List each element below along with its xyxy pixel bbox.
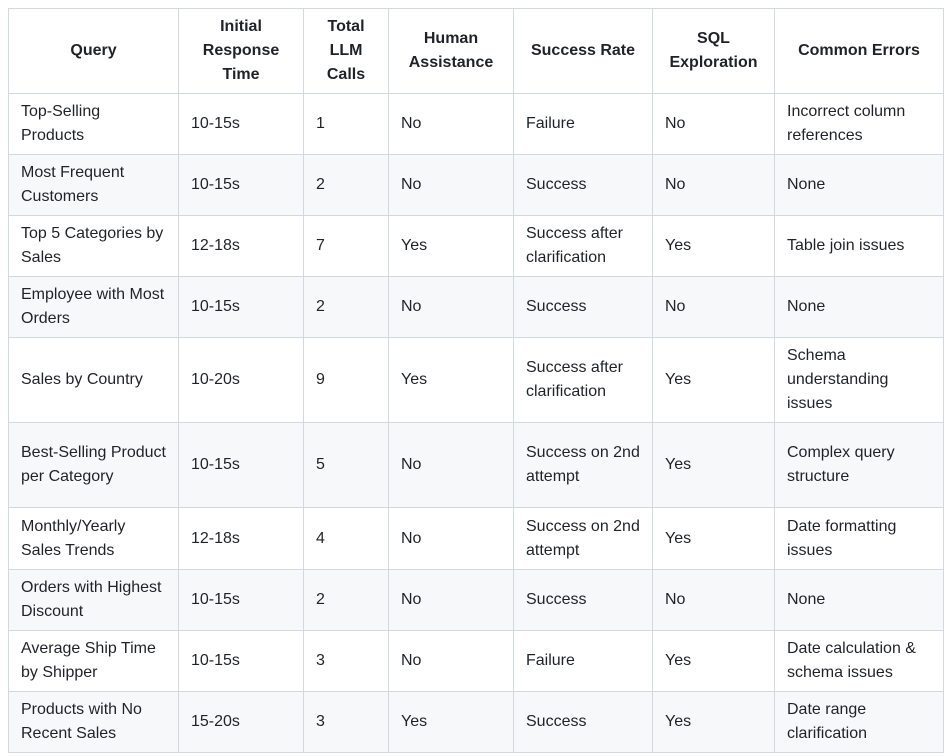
header-initial-response-time: Initial Response Time <box>179 9 304 94</box>
cell-query: Top-Selling Products <box>9 94 179 155</box>
cell-llm-calls: 5 <box>304 423 389 508</box>
cell-sql-exploration: Yes <box>653 423 775 508</box>
header-human-assistance: Human Assistance <box>389 9 514 94</box>
cell-human-assistance: No <box>389 631 514 692</box>
cell-response-time: 10-15s <box>179 94 304 155</box>
cell-sql-exploration: Yes <box>653 631 775 692</box>
cell-human-assistance: No <box>389 570 514 631</box>
cell-human-assistance: No <box>389 155 514 216</box>
cell-query: Best-Selling Product per Category <box>9 423 179 508</box>
table-row <box>9 277 944 338</box>
cell-query: Orders with Highest Discount <box>9 570 179 631</box>
cell-llm-calls: 9 <box>304 338 389 423</box>
cell-success-rate: Success after clarification <box>514 216 653 277</box>
cell-common-errors: Complex query structure <box>775 423 944 508</box>
cell-llm-calls: 7 <box>304 216 389 277</box>
cell-success-rate: Success <box>514 692 653 753</box>
cell-response-time: 10-20s <box>179 338 304 423</box>
table-row <box>9 338 944 423</box>
cell-success-rate: Success <box>514 155 653 216</box>
cell-success-rate: Success on 2nd attempt <box>514 508 653 570</box>
cell-sql-exploration: Yes <box>653 692 775 753</box>
cell-llm-calls: 4 <box>304 508 389 570</box>
cell-human-assistance: No <box>389 423 514 508</box>
header-success-rate: Success Rate <box>514 9 653 94</box>
cell-sql-exploration: Yes <box>653 216 775 277</box>
cell-success-rate: Success <box>514 277 653 338</box>
cell-llm-calls: 1 <box>304 94 389 155</box>
cell-success-rate: Failure <box>514 631 653 692</box>
cell-success-rate: Failure <box>514 94 653 155</box>
cell-human-assistance: No <box>389 508 514 570</box>
cell-llm-calls: 2 <box>304 155 389 216</box>
cell-human-assistance: No <box>389 277 514 338</box>
cell-success-rate: Success <box>514 570 653 631</box>
table-body <box>9 94 944 753</box>
header-sql-exploration: SQL Exploration <box>653 9 775 94</box>
cell-response-time: 15-20s <box>179 692 304 753</box>
cell-response-time: 10-15s <box>179 570 304 631</box>
cell-query: Monthly/Yearly Sales Trends <box>9 508 179 570</box>
cell-query: Products with No Recent Sales <box>9 692 179 753</box>
cell-human-assistance: Yes <box>389 338 514 423</box>
header-query: Query <box>9 9 179 94</box>
cell-response-time: 10-15s <box>179 423 304 508</box>
cell-common-errors: Date range clarification <box>775 692 944 753</box>
table-row <box>9 216 944 277</box>
table-row <box>9 508 944 570</box>
cell-sql-exploration: Yes <box>653 338 775 423</box>
cell-llm-calls: 2 <box>304 570 389 631</box>
cell-response-time: 10-15s <box>179 277 304 338</box>
cell-common-errors: Date formatting issues <box>775 508 944 570</box>
table-row <box>9 570 944 631</box>
cell-response-time: 10-15s <box>179 155 304 216</box>
cell-common-errors: None <box>775 277 944 338</box>
results-table <box>8 8 944 753</box>
cell-query: Top 5 Categories by Sales <box>9 216 179 277</box>
cell-common-errors: None <box>775 155 944 216</box>
table-header <box>9 9 944 94</box>
cell-success-rate: Success on 2nd attempt <box>514 423 653 508</box>
cell-human-assistance: No <box>389 94 514 155</box>
table-row <box>9 631 944 692</box>
cell-sql-exploration: No <box>653 570 775 631</box>
table-row <box>9 155 944 216</box>
cell-sql-exploration: Yes <box>653 508 775 570</box>
cell-human-assistance: Yes <box>389 692 514 753</box>
cell-common-errors: None <box>775 570 944 631</box>
cell-response-time: 10-15s <box>179 631 304 692</box>
cell-query: Employee with Most Orders <box>9 277 179 338</box>
header-row <box>9 9 944 94</box>
cell-llm-calls: 3 <box>304 631 389 692</box>
cell-query: Average Ship Time by Shipper <box>9 631 179 692</box>
cell-query: Sales by Country <box>9 338 179 423</box>
header-common-errors: Common Errors <box>775 9 944 94</box>
cell-sql-exploration: No <box>653 94 775 155</box>
cell-common-errors: Date calculation & schema issues <box>775 631 944 692</box>
cell-success-rate: Success after clarification <box>514 338 653 423</box>
cell-llm-calls: 3 <box>304 692 389 753</box>
table-row <box>9 94 944 155</box>
table-row <box>9 692 944 753</box>
cell-response-time: 12-18s <box>179 216 304 277</box>
cell-human-assistance: Yes <box>389 216 514 277</box>
table-row <box>9 423 944 508</box>
cell-sql-exploration: No <box>653 277 775 338</box>
cell-sql-exploration: No <box>653 155 775 216</box>
cell-llm-calls: 2 <box>304 277 389 338</box>
cell-common-errors: Incorrect column references <box>775 94 944 155</box>
header-total-llm-calls: Total LLM Calls <box>304 9 389 94</box>
cell-query: Most Frequent Customers <box>9 155 179 216</box>
cell-response-time: 12-18s <box>179 508 304 570</box>
cell-common-errors: Table join issues <box>775 216 944 277</box>
cell-common-errors: Schema understanding issues <box>775 338 944 423</box>
